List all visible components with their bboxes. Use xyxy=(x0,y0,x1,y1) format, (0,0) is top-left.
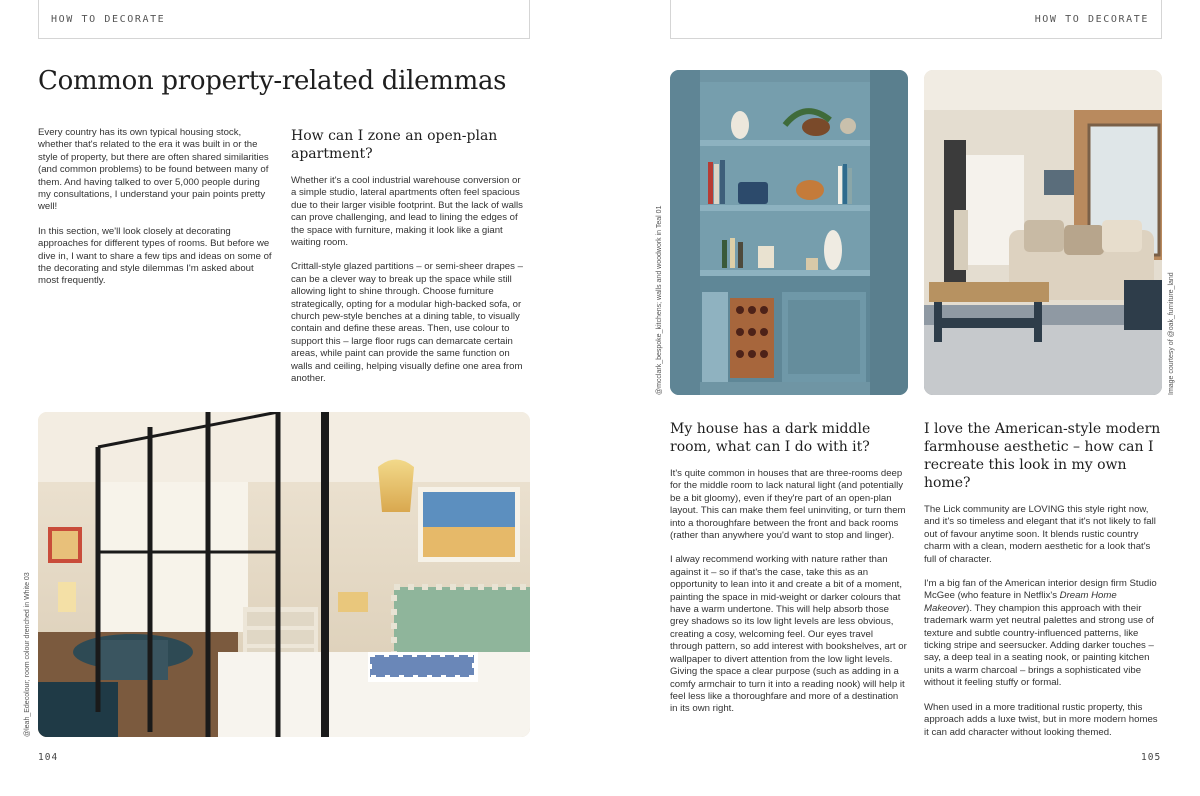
section-heading: My house has a dark middle room, what can I do with it? xyxy=(670,421,871,455)
page-title: Common property-related dilemmas xyxy=(38,66,507,96)
running-header-right xyxy=(670,0,1162,39)
photo-credit: Image courtesy of @oak_furniture_land xyxy=(1168,272,1175,395)
dark-room-section xyxy=(670,420,908,728)
text-run: I'm a big fan of the American interior design firm Studio McGee (who feature in Netflix's xyxy=(924,578,1157,602)
bookshelf-photo xyxy=(670,70,908,395)
header-label: HOW TO DECORATE xyxy=(1034,14,1149,25)
body-paragraph: It's quite common in houses that are three-rooms deep for the middle room to lack natural light (and potentially be a bit gloomy), even if they're part of an open-plan layout. This can make them feel uninviting, or turn them into a thoroughfare between the front and back rooms (rather than anywhere you'd want to stop and linger). xyxy=(670,468,906,542)
zone-section xyxy=(291,127,527,398)
body-paragraph: When used in a more traditional rustic property, this approach adds a luxe twist, but in more modern homes it can add character without looking themed. xyxy=(924,701,1158,738)
header-label: HOW TO DECORATE xyxy=(51,14,166,25)
farmhouse-section xyxy=(924,420,1162,751)
intro-paragraph: In this section, we'll look closely at decorating approaches for different types of rooms. But before we dive in, I want to share a few tips and ideas on some of the decorating and style dilemmas I'm asked about most frequently. xyxy=(38,225,272,287)
intro-column xyxy=(38,127,274,300)
running-header-left xyxy=(38,0,530,39)
body-paragraph: Whether it's a cool industrial warehouse conversion or a simple studio, lateral apartments often feel spacious due to their larger visible footprint. But the lack of walls can prove challenging, and lead to lining the edges of the space with furniture, making it look like a giant waiting room. xyxy=(291,175,523,249)
photo-credit: @leah_Edecolour; room colour drenched in White 03 xyxy=(24,572,31,737)
section-heading: How can I zone an open-plan apartment? xyxy=(291,128,498,162)
bedroom-photo xyxy=(38,412,530,737)
body-paragraph: The Lick community are LOVING this style right now, and it's so timeless and elegant that it's not likely to fall out of favour anytime soon. It blends rustic country charm with a clean, modern aesthetic for a look that's full of character. xyxy=(924,504,1156,565)
show-title: Dream Home Makeover xyxy=(924,590,1117,614)
text-run: ). They champion this approach with their trademark warm yet neutral palettes and strong use of texture and subtle country-influenced patterns, like ticking stripe and seersucker. Adding darker touches – say, a deep teal in a seating nook, or painting kitchen units a warm charcoal – brings a sophisticated vibe without it feeling stuffy or formal. xyxy=(924,602,1154,689)
living-room-photo xyxy=(924,70,1162,395)
body-paragraph xyxy=(924,578,1162,690)
body-paragraph: I alway recommend working with nature rather than against it – so if that's the case, take this as an opportunity to lean into it and create a bit of a moment, painting the space in mid-weight or darker colours that have a warm undertone. This will help absorb those grey shadows so its low light levels are less obvious, creating a cosy, welcoming feel. Our eyes travel through pattern, so add interest with bookshelves, art or wallpaper to divert attention from the low light levels. Giving the space a clear purpose (such as adding in a comfy armchair to turn it into a reading nook) will help it feel less like a thoroughfare and more of a destination in its own right. xyxy=(670,554,907,715)
page-number: 105 xyxy=(1141,752,1162,763)
page-number: 104 xyxy=(38,752,59,763)
photo-credit: @mcclark_bespoke_kitchens; walls and woodwork in Teal 01 xyxy=(656,205,663,395)
section-heading: I love the American-style modern farmhouse aesthetic – how can I recreate this look in my own home? xyxy=(924,421,1161,491)
intro-paragraph: Every country has its own typical housing stock, whether that's related to the era it was built in or the style of property, but there are often shared similarities (and common problems) to be found between many of them. And having talked to over 5,000 people during my consultations, I understand your pain points pretty well! xyxy=(38,127,269,213)
body-paragraph: Crittall-style glazed partitions – or semi-sheer drapes – can be a clever way to break up the space while still allowing light to shine through. Choose furniture strategically, opting for a modular high-backed sofa, or church pew-style benches at a dining table, to visually contain and define these areas. Then, use colour to support this – large floor rugs can demarcate certain areas, while paint can provide the same function on walls and ceiling, helping visually define one area from another. xyxy=(291,261,523,385)
